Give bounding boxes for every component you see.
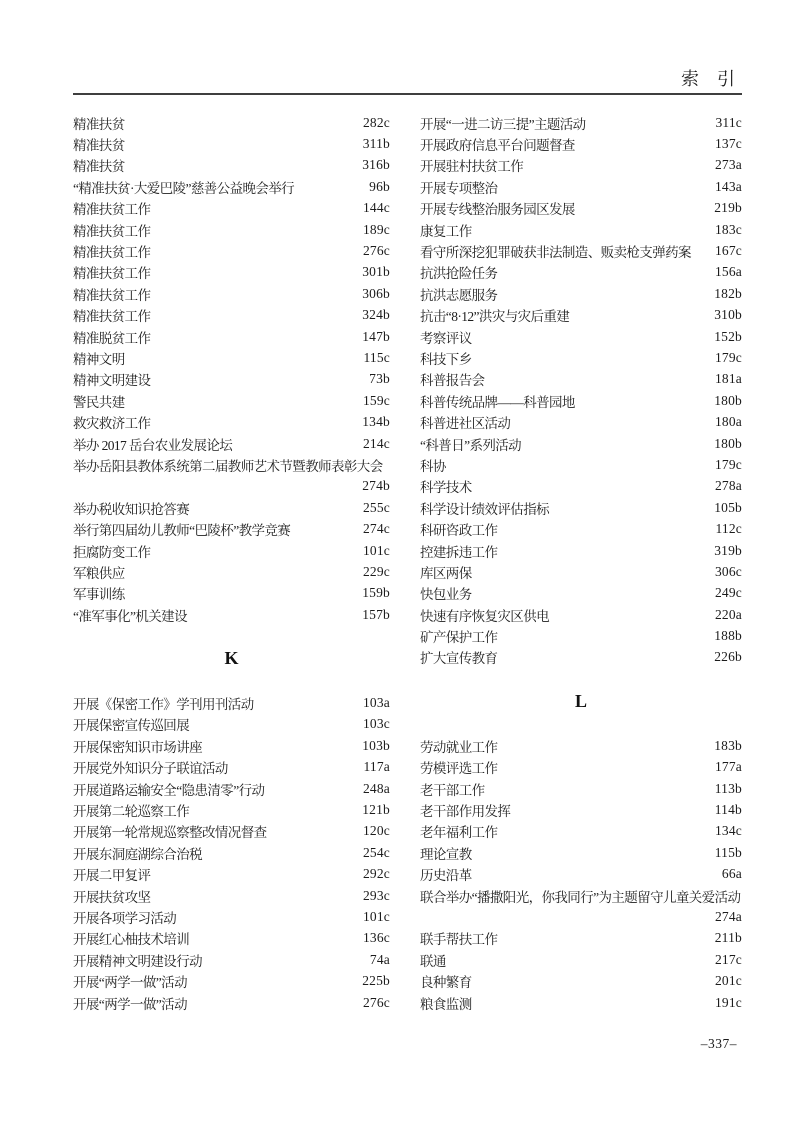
index-entry [73,283,390,304]
entry-title: 科学技术 [420,480,472,496]
entry-title: 康复工作 [420,223,472,239]
entry-title: 开展《保密工作》学刊用刊活动 [73,697,254,713]
entry-title: 粮食监测 [420,996,472,1012]
index-entry [73,198,390,219]
entry-page-number: 191c [714,994,742,1010]
entry-title: “精准扶贫·大爱巴陵”慈善公益晚会举行 [73,180,295,196]
entry-title: 举办税收知识抢答赛 [73,501,190,517]
index-entry [420,928,742,949]
entry-title: 精准扶贫 [73,159,125,175]
entry-page-number: 105b [714,499,742,515]
entry-title: 抗击“8·12”洪灾与灾后重建 [420,309,570,325]
entry-title: 快速有序恢复灾区供电 [420,608,549,624]
index-entry [420,864,742,885]
entry-title: 快包业务 [420,587,472,603]
entry-page-number: 316b [362,157,390,173]
index-entry [73,411,390,432]
index-entry [73,799,390,820]
entry-page-number: 66a [721,866,742,882]
index-entry [420,347,742,368]
entry-page-number: 306b [362,285,390,301]
entry-title: 开展党外知识分子联谊活动 [73,761,228,777]
index-column-left [73,112,390,1013]
entry-title: 抗洪抢险任务 [420,266,498,282]
index-entry [420,390,742,411]
index-entry [73,112,390,133]
entry-page-number: 276c [362,243,390,259]
entry-page-number: 103b [362,737,390,753]
entry-title: 老干部工作 [420,782,485,798]
entry-title: 劳模评选工作 [420,761,498,777]
index-entry [73,970,390,991]
index-column-right [420,112,742,1013]
entry-title: 开展道路运输安全“隐患清零”行动 [73,782,265,798]
section-heading: K [224,648,239,669]
entry-page-number: 278a [714,478,742,494]
entry-title: 扩大宣传教育 [420,651,498,667]
index-entry [420,561,742,582]
index-entry [73,906,390,927]
index-entry [420,842,742,863]
entry-title: 军事训练 [73,587,125,603]
entry-title: 精准扶贫工作 [73,223,151,239]
index-entry [420,540,742,561]
entry-title: 劳动就业工作 [420,739,498,755]
index-entry [73,583,390,604]
entry-page-number: 167c [714,243,742,259]
index-entry [420,604,742,625]
entry-page-number: 293c [362,887,390,903]
entry-page-number: 217c [714,951,742,967]
index-entry [73,454,390,475]
entry-page-number: 73b [369,371,390,387]
entry-title: 考察评议 [420,330,472,346]
index-entry [73,842,390,863]
index-entry [420,305,742,326]
index-entry [73,240,390,261]
entry-title: 精准扶贫工作 [73,245,151,261]
entry-page-number: 152b [714,328,742,344]
entry-page-number: 274b [362,478,390,494]
entry-page-number: 255c [362,499,390,515]
index-entry [73,155,390,176]
entry-page-number: 159b [362,585,390,601]
entry-page-number: 311c [715,114,742,130]
index-entry [420,198,742,219]
index-entry [73,821,390,842]
index-entry [420,454,742,475]
index-entry [420,155,742,176]
entry-title: 开展保密知识市场讲座 [73,739,202,755]
entry-page-number: 112c [715,521,742,537]
index-entry [73,885,390,906]
entry-page-number: 137c [714,136,742,152]
entry-title: 开展“两学一做”活动 [73,975,187,991]
index-entry [420,176,742,197]
entry-page-number: 156a [714,264,742,280]
entry-title: 精准扶贫工作 [73,202,151,218]
index-entry [420,497,742,518]
index-entry [420,735,742,756]
entry-page-number: 254c [362,844,390,860]
entry-title: 举办 2017 岳台农业发展论坛 [73,437,233,453]
page-number: –337– [700,1036,737,1051]
entry-title: 开展专项整治 [420,180,498,196]
entry-title: 开展驻村扶贫工作 [420,159,524,175]
entry-title: 开展精神文明建设行动 [73,953,202,969]
entry-page-number: 311b [362,136,390,152]
entry-page-number: 273a [714,157,742,173]
page-header-title: 索 引 [681,69,735,89]
entry-page-number: 113b [714,780,742,796]
entry-title: 老干部作用发挥 [420,804,511,820]
section-heading: L [574,691,587,712]
entry-title: 科学设计绩效评估指标 [420,501,549,517]
index-entry [420,949,742,970]
index-entry [73,540,390,561]
index-entry [73,476,390,497]
entry-page-number: 274c [362,521,390,537]
entry-page-number: 201c [714,973,742,989]
index-entry [420,326,742,347]
entry-page-number: 121b [362,802,390,818]
entry-page-number: 188b [714,628,742,644]
index-entry [420,262,742,283]
entry-title: 举办岳阳县教体系统第二届教师艺术节暨教师表彰大会 [73,458,383,474]
entry-title: 精神文明 [73,351,125,367]
entry-page-number: 182b [714,285,742,301]
entry-title: 科技下乡 [420,351,472,367]
entry-page-number: 189c [362,221,390,237]
entry-title: 良种繁育 [420,975,472,991]
entry-title: 警民共建 [73,394,125,410]
entry-title: 科普报告会 [420,373,485,389]
entry-title: “科普日”系列活动 [420,437,522,453]
entry-title: 库区两保 [420,565,472,581]
index-entry [73,326,390,347]
entry-page-number: 115c [363,349,390,365]
index-entry [73,778,390,799]
entry-page-number: 183c [714,221,742,237]
entry-page-number: 181a [714,371,742,387]
entry-title: 军粮供应 [73,565,125,581]
entry-page-number: 177a [714,759,742,775]
entry-page-number: 183b [714,737,742,753]
index-entry [420,433,742,454]
entry-title: 精准扶贫工作 [73,266,151,282]
index-entry [420,647,742,668]
entry-title: 矿产保护工作 [420,630,498,646]
entry-page-number: 144c [362,200,390,216]
entry-page-number: 117a [363,759,390,775]
entry-page-number: 319b [714,542,742,558]
index-entry [73,219,390,240]
entry-title: 精准扶贫工作 [73,309,151,325]
index-entry [420,583,742,604]
index-entry [73,347,390,368]
entry-title: 联合举办“播撒阳光，你我同行”为主题留守儿童关爱活动 [420,889,741,905]
entry-title: 开展二甲复评 [73,868,151,884]
index-entry [420,518,742,539]
entry-title: 开展东洞庭湖综合治税 [73,846,202,862]
entry-page-number: 179c [714,456,742,472]
index-entry [420,778,742,799]
index-entry [420,283,742,304]
index-entry [420,112,742,133]
entry-page-number: 134b [362,414,390,430]
index-entry [73,262,390,283]
index-entry [73,757,390,778]
entry-page-number: 225b [362,973,390,989]
entry-page-number: 101c [362,542,390,558]
entry-title: 开展红心柚技术培训 [73,932,190,948]
entry-page-number: 292c [362,866,390,882]
index-entry [73,390,390,411]
index-entry [73,133,390,154]
entry-title: 举行第四届幼儿教师“巴陵杯”教学竞赛 [73,523,291,539]
entry-title: 开展“一进二访三提”主题活动 [420,116,586,132]
index-entry [73,176,390,197]
index-entry [420,411,742,432]
index-entry [420,369,742,390]
entry-page-number: 136c [362,930,390,946]
index-entry [73,561,390,582]
entry-page-number: 103a [362,695,390,711]
entry-title: 理论宣教 [420,846,472,862]
index-entry [420,240,742,261]
entry-title: 历史沿革 [420,868,472,884]
entry-page-number: 103c [362,716,390,732]
entry-title: 救灾救济工作 [73,416,151,432]
index-entry [73,735,390,756]
entry-page-number: 220a [714,606,742,622]
index-entry [73,497,390,518]
index-entry [420,799,742,820]
index-entry [420,970,742,991]
index-entry [73,604,390,625]
index-entry [420,625,742,646]
entry-title: 开展第一轮常规巡察整改情况督查 [73,825,267,841]
entry-page-number: 276c [362,994,390,1010]
index-entry [73,992,390,1013]
entry-page-number: 301b [362,264,390,280]
entry-title: 开展保密宣传巡回展 [73,718,190,734]
entry-page-number: 214c [362,435,390,451]
entry-page-number: 147b [362,328,390,344]
entry-title: 精准扶贫 [73,138,125,154]
entry-page-number: 211b [714,930,742,946]
entry-title: 控建拆违工作 [420,544,498,560]
index-entry [73,928,390,949]
entry-title: 老年福利工作 [420,825,498,841]
entry-page-number: 96b [369,178,390,194]
index-entry [73,692,390,713]
index-entry [420,219,742,240]
entry-title: 科研咨政工作 [420,523,498,539]
entry-title: 开展各项学习活动 [73,910,177,926]
entry-title: 精准扶贫 [73,116,125,132]
index-entry [420,885,742,906]
entry-title: 联通 [420,953,446,969]
entry-page-number: 74a [369,951,390,967]
entry-page-number: 219b [714,200,742,216]
entry-page-number: 157b [362,606,390,622]
entry-page-number: 120c [362,823,390,839]
index-entry [420,476,742,497]
index-entry [73,433,390,454]
index-entry [73,714,390,735]
entry-title: 联手帮扶工作 [420,932,498,948]
entry-page-number: 179c [714,349,742,365]
entry-page-number: 134c [714,823,742,839]
index-entry [420,821,742,842]
entry-page-number: 248a [362,780,390,796]
entry-title: 精准扶贫工作 [73,287,151,303]
entry-page-number: 115b [714,844,742,860]
entry-page-number: 226b [714,649,742,665]
index-entry [73,518,390,539]
index-entry [73,305,390,326]
entry-title: 抗洪志愿服务 [420,287,498,303]
entry-title: 科协 [420,458,446,474]
entry-title: 开展第二轮巡察工作 [73,804,190,820]
entry-page-number: 180b [714,392,742,408]
entry-page-number: 114b [714,802,742,818]
index-entry [420,906,742,927]
entry-title: 精准脱贫工作 [73,330,151,346]
index-entry [420,757,742,778]
header-rule [73,93,742,95]
entry-page-number: 310b [714,307,742,323]
index-entry [420,992,742,1013]
entry-page-number: 282c [362,114,390,130]
index-entry [73,864,390,885]
entry-title: 开展“两学一做”活动 [73,996,187,1012]
entry-page-number: 274a [714,908,742,924]
entry-page-number: 143a [714,178,742,194]
entry-page-number: 101c [362,908,390,924]
entry-page-number: 324b [362,307,390,323]
entry-page-number: 180b [714,435,742,451]
entry-title: 开展扶贫攻坚 [73,889,151,905]
entry-title: “准军事化”机关建设 [73,608,187,624]
entry-title: 科普传统品牌——科普园地 [420,394,575,410]
entry-page-number: 229c [362,563,390,579]
entry-title: 拒腐防变工作 [73,544,151,560]
entry-title: 开展政府信息平台问题督查 [420,138,575,154]
entry-title: 精神文明建设 [73,373,151,389]
entry-page-number: 180a [714,414,742,430]
entry-page-number: 306c [714,563,742,579]
index-entry [420,133,742,154]
index-entry [73,369,390,390]
entry-page-number: 159c [362,392,390,408]
entry-title: 看守所深挖犯罪破获非法制造、贩卖枪支弹药案 [420,245,691,261]
entry-title: 开展专线整治服务园区发展 [420,202,575,218]
entry-title: 科普进社区活动 [420,416,511,432]
index-entry [73,949,390,970]
entry-page-number: 249c [714,585,742,601]
